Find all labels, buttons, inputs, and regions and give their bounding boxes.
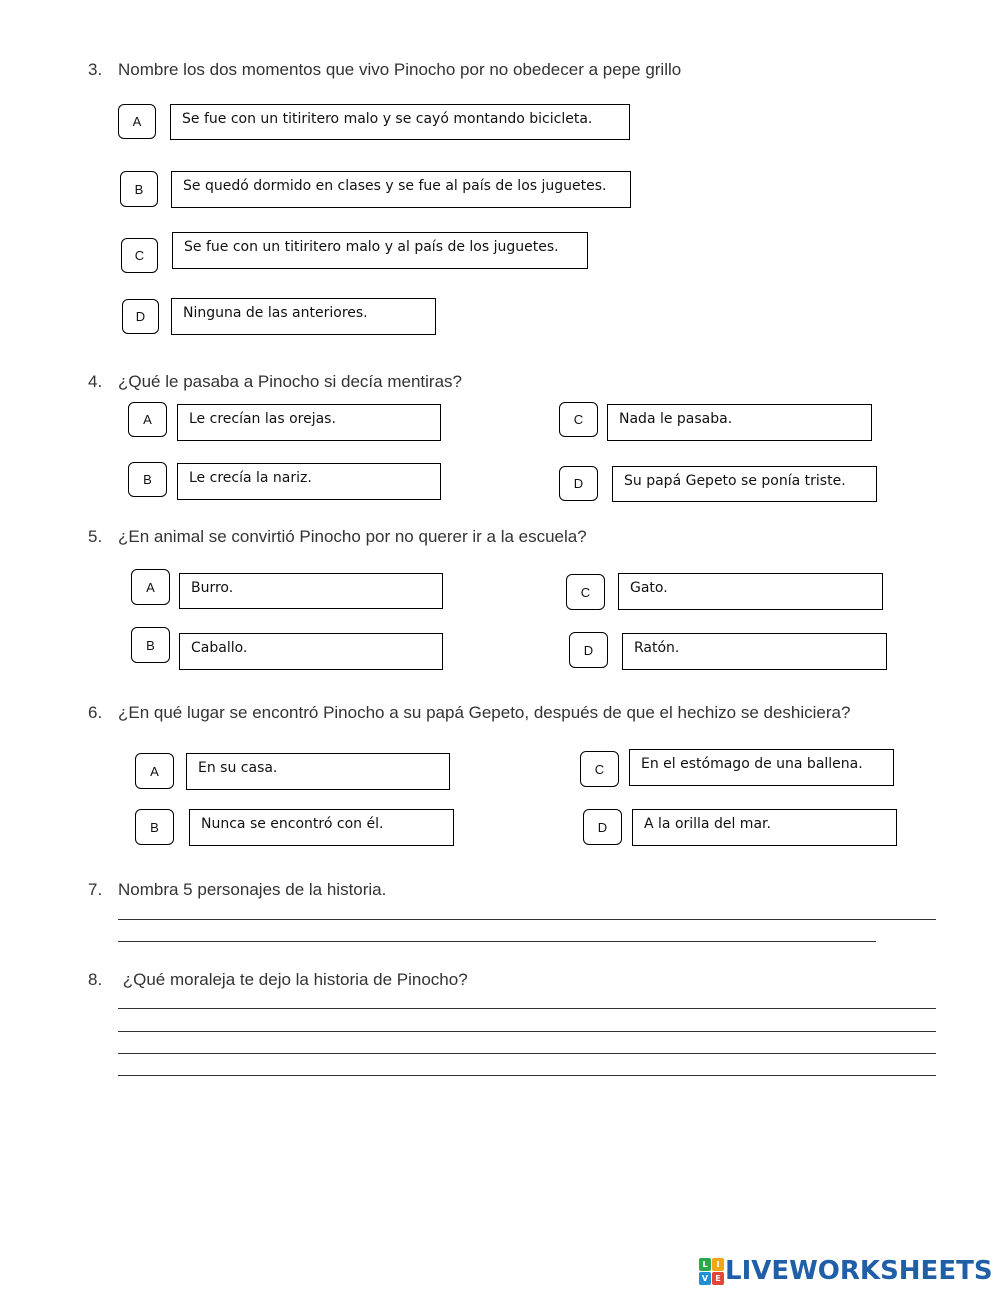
option-4c-answer[interactable]: Nada le pasaba. (607, 404, 872, 441)
option-4d-letter[interactable]: D (559, 466, 598, 501)
question-5-text: ¿En animal se convirtió Pinocho por no querer ir a la escuela? (118, 527, 587, 546)
option-4a-answer[interactable]: Le crecían las orejas. (177, 404, 441, 441)
option-3b-letter[interactable]: B (120, 171, 158, 207)
option-5d-letter[interactable]: D (569, 632, 608, 668)
question-8-number: 8. (88, 970, 103, 989)
question-3-number: 3. (88, 60, 103, 79)
option-5a-answer[interactable]: Burro. (179, 573, 443, 609)
option-4d-answer[interactable]: Su papá Gepeto se ponía triste. (612, 466, 877, 502)
question-6-number: 6. (88, 703, 103, 722)
option-3d-letter[interactable]: D (122, 299, 159, 334)
option-6d-answer[interactable]: A la orilla del mar. (632, 809, 897, 846)
answer-line-7-2[interactable] (118, 941, 876, 942)
question-3-text: Nombre los dos momentos que vivo Pinocho por no obedecer a pepe grillo (118, 60, 682, 79)
question-8-text: ¿Qué moraleja te dejo la historia de Pinocho? (118, 970, 468, 989)
option-6c-answer[interactable]: En el estómago de una ballena. (629, 749, 894, 786)
answer-line-8-1[interactable] (118, 1008, 936, 1009)
question-5-number: 5. (88, 527, 103, 546)
logo-text: LIVEWORKSHEETS (725, 1256, 993, 1286)
option-6b-answer[interactable]: Nunca se encontró con él. (189, 809, 454, 846)
option-4c-letter[interactable]: C (559, 402, 598, 437)
option-4b-letter[interactable]: B (128, 462, 167, 497)
question-7-text: Nombra 5 personajes de la historia. (118, 880, 387, 899)
option-3c-answer[interactable]: Se fue con un titiritero malo y al país de los juguetes. (172, 232, 588, 269)
option-5c-answer[interactable]: Gato. (618, 573, 883, 610)
liveworksheets-logo (699, 1254, 993, 1288)
logo-mark-icon: L I V E (699, 1258, 723, 1284)
option-4a-letter[interactable]: A (128, 402, 167, 437)
option-6d-letter[interactable]: D (583, 809, 622, 845)
question-4-number: 4. (88, 372, 103, 391)
option-3c-letter[interactable]: C (121, 238, 158, 273)
option-6a-answer[interactable]: En su casa. (186, 753, 450, 790)
option-5b-answer[interactable]: Caballo. (179, 633, 443, 670)
question-7-number: 7. (88, 880, 103, 899)
answer-line-7-1[interactable] (118, 919, 936, 920)
option-4b-answer[interactable]: Le crecía la nariz. (177, 463, 441, 500)
answer-line-8-3[interactable] (118, 1053, 936, 1054)
option-5a-letter[interactable]: A (131, 569, 170, 605)
option-3b-answer[interactable]: Se quedó dormido en clases y se fue al país de los juguetes. (171, 171, 631, 208)
question-4-text: ¿Qué le pasaba a Pinocho si decía mentiras? (118, 372, 462, 391)
option-6c-letter[interactable]: C (580, 751, 619, 787)
option-3d-answer[interactable]: Ninguna de las anteriores. (171, 298, 436, 335)
option-3a-letter[interactable]: A (118, 104, 156, 139)
question-6-text: ¿En qué lugar se encontró Pinocho a su papá Gepeto, después de que el hechizo se deshiciera? (118, 703, 851, 722)
option-6a-letter[interactable]: A (135, 753, 174, 789)
option-5c-letter[interactable]: C (566, 574, 605, 610)
option-5b-letter[interactable]: B (131, 627, 170, 663)
answer-line-8-4[interactable] (118, 1075, 936, 1076)
option-5d-answer[interactable]: Ratón. (622, 633, 887, 670)
option-3a-answer[interactable]: Se fue con un titiritero malo y se cayó montando bicicleta. (170, 104, 630, 140)
answer-line-8-2[interactable] (118, 1031, 936, 1032)
option-6b-letter[interactable]: B (135, 809, 174, 845)
